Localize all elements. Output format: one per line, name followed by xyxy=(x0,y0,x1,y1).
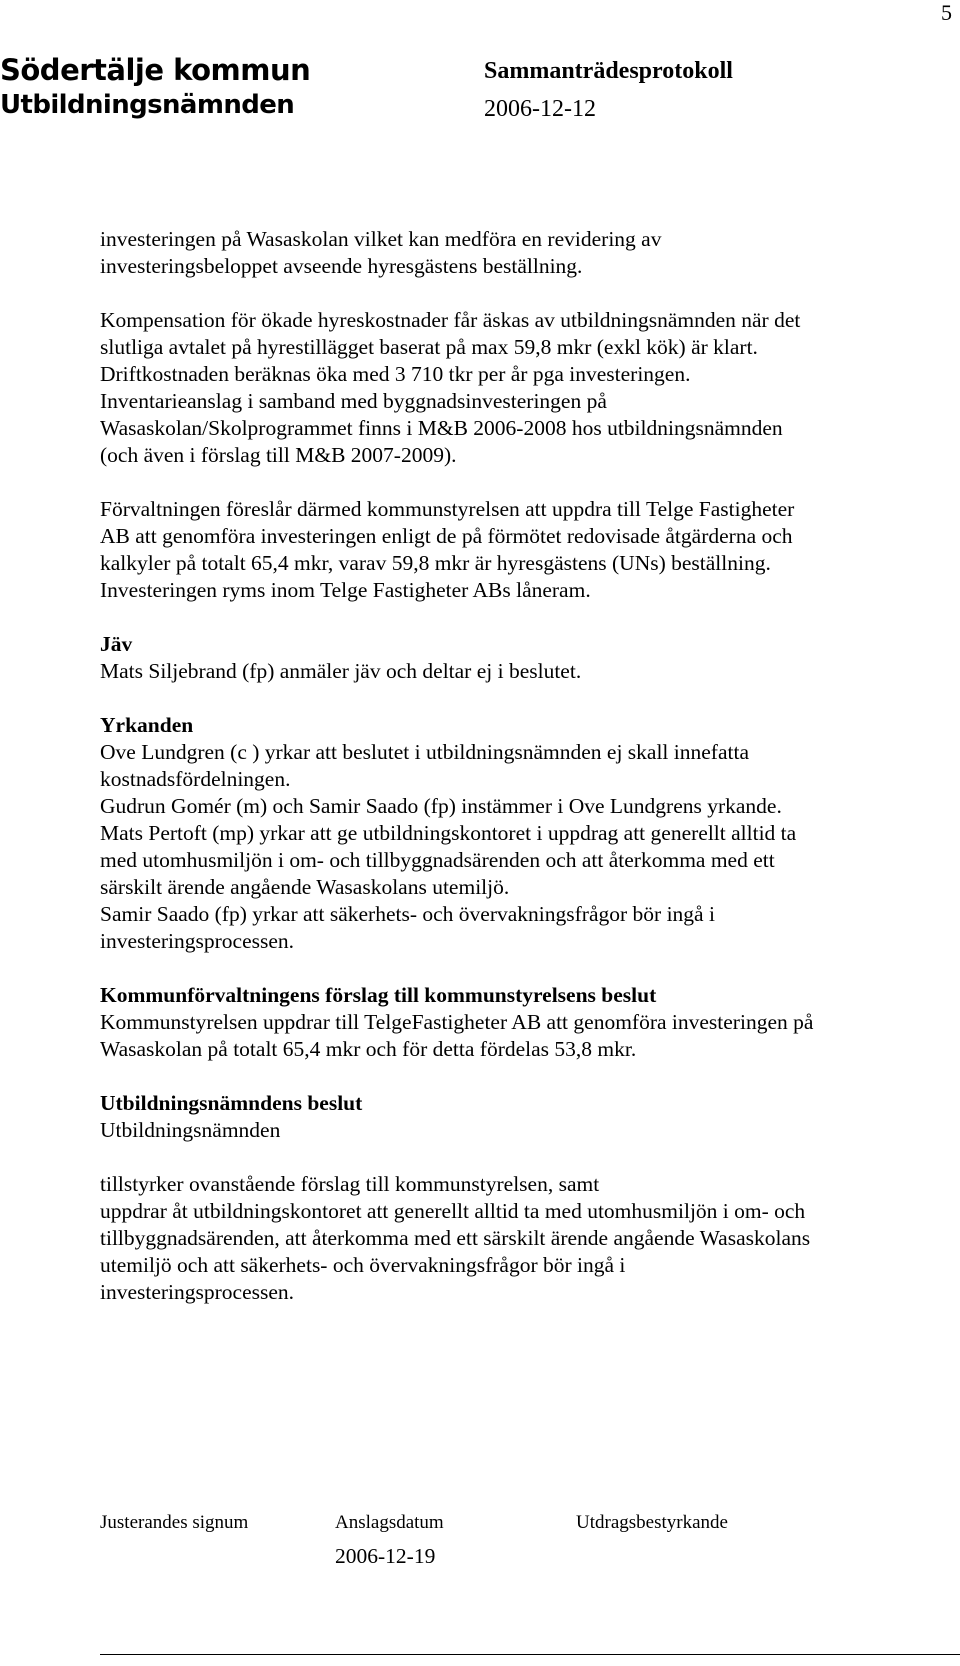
decision-subject: Utbildningsnämnden xyxy=(100,1118,281,1142)
text-line: slutliga avtalet på hyrestillägget baserat på max 59,8 mkr (exkl kök) är klart. xyxy=(100,335,758,359)
text-line: tillstyrker ovanstående förslag till kommunstyrelsen, samt xyxy=(100,1172,600,1196)
text-line: Förvaltningen föreslår därmed kommunstyrelsen att uppdra till Telge Fastigheter xyxy=(100,497,795,521)
text-line: Gudrun Gomér (m) och Samir Saado (fp) instämmer i Ove Lundgrens yrkande. xyxy=(100,794,782,818)
section-jav xyxy=(100,631,960,685)
paragraph-proposal xyxy=(100,496,960,604)
text-line: utemiljö och att säkerhets- och övervakningsfrågor bör ingå i xyxy=(100,1253,626,1277)
department-name: Utbildningsnämnden xyxy=(0,90,295,120)
text-line: Driftkostnaden beräknas öka med 3 710 tkr per år pga investeringen. xyxy=(100,362,691,386)
protocol-body xyxy=(100,226,960,1306)
section-yrkanden xyxy=(100,712,960,955)
text-line: Mats Pertoft (mp) yrkar att ge utbildningskontoret i uppdrag att generellt alltid ta xyxy=(100,821,797,845)
text-line: investeringsbeloppet avseende hyresgästens beställning. xyxy=(100,254,583,278)
text-line: Wasaskolan på totalt 65,4 mkr och för detta fördelas 53,8 mkr. xyxy=(100,1037,637,1061)
anslag-date: 2006-12-19 xyxy=(335,1544,436,1568)
text-line: Mats Siljebrand (fp) anmäler jäv och deltar ej i beslutet. xyxy=(100,659,582,683)
section-kommunforvaltningens-forslag xyxy=(100,982,960,1063)
paragraph-compensation xyxy=(100,307,960,469)
text-line: med utomhusmiljön i om- och tillbyggnadsärenden och att återkomma med ett xyxy=(100,848,775,872)
text-line: kalkyler på totalt 65,4 mkr, varav 59,8 mkr är hyresgästens (UNs) beställning. xyxy=(100,551,771,575)
paragraph-investment xyxy=(100,226,960,280)
text-line: uppdrar åt utbildningskontoret att generellt alltid ta med utomhusmiljön i om- och xyxy=(100,1199,806,1223)
text-line: Investeringen ryms inom Telge Fastigheter ABs låneram. xyxy=(100,578,591,602)
text-line: investeringsprocessen. xyxy=(100,929,295,953)
anslag-label: Anslagsdatum xyxy=(335,1512,444,1533)
organization-name: Södertälje kommun xyxy=(0,53,311,87)
utdrag-label: Utdragsbestyrkande xyxy=(576,1512,728,1533)
text-line: AB att genomföra investeringen enligt de på förmötet redovisade åtgärderna och xyxy=(100,524,793,548)
footer-divider xyxy=(100,1654,960,1655)
unb-heading: Utbildningsnämndens beslut xyxy=(100,1091,363,1115)
text-line: investeringsprocessen. xyxy=(100,1280,295,1304)
text-line: Kompensation för ökade hyreskostnader får äskas av utbildningsnämnden när det xyxy=(100,308,801,332)
signum-label: Justerandes signum xyxy=(100,1512,249,1533)
yrkanden-heading: Yrkanden xyxy=(100,713,194,737)
text-line: (och även i förslag till M&B 2007-2009). xyxy=(100,443,457,467)
text-line: tillbyggnadsärenden, att återkomma med ett särskilt ärende angående Wasaskolans xyxy=(100,1226,811,1250)
ksf-heading: Kommunförvaltningens förslag till kommunstyrelsens beslut xyxy=(100,983,657,1007)
text-line: särskilt ärende angående Wasaskolans utemiljö. xyxy=(100,875,510,899)
meeting-date: 2006-12-12 xyxy=(484,96,596,122)
text-line: Kommunstyrelsen uppdrar till TelgeFastigheter AB att genomföra investeringen på xyxy=(100,1010,814,1034)
text-line: kostnadsfördelningen. xyxy=(100,767,291,791)
page-number: 5 xyxy=(941,0,952,25)
section-utbildningsnamndens-beslut xyxy=(100,1090,960,1306)
text-line: Ove Lundgren (c ) yrkar att beslutet i utbildningsnämnden ej skall innefatta xyxy=(100,740,749,764)
jav-heading: Jäv xyxy=(100,632,133,656)
text-line: Inventarieanslag i samband med byggnadsinvesteringen på xyxy=(100,389,607,413)
text-line: Wasaskolan/Skolprogrammet finns i M&B 2006-2008 hos utbildningsnämnden xyxy=(100,416,783,440)
document-type: Sammanträdesprotokoll xyxy=(484,58,733,84)
text-line: investeringen på Wasaskolan vilket kan medföra en revidering av xyxy=(100,227,662,251)
text-line: Samir Saado (fp) yrkar att säkerhets- och övervakningsfrågor bör ingå i xyxy=(100,902,715,926)
